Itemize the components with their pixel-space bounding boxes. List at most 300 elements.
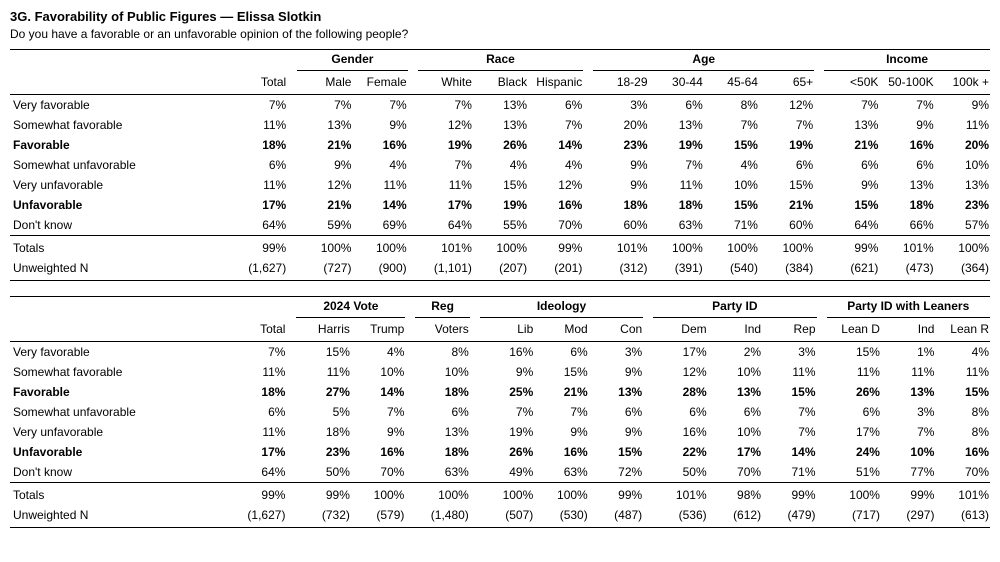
value-cell: 9% [570,425,588,439]
group-gap [817,342,827,363]
value-cell: 11% [911,365,935,379]
value-cell: 20% [623,118,648,132]
group-gap [643,297,653,318]
group-gap [287,95,297,116]
table-row [10,115,990,135]
value-cell: (297) [906,508,935,522]
group-gap [287,115,297,135]
value-cell: 22% [682,445,707,459]
column-header-row [10,71,990,95]
group-gap [814,115,824,135]
table-row [10,195,990,215]
value-cell: 101% [418,236,473,259]
group-gap [287,175,297,195]
column-header: Male [297,71,352,95]
value-cell: 6% [570,345,588,359]
value-cell: 100% [704,236,759,259]
group-gap [583,155,593,175]
value-cell: 17% [447,198,472,212]
value-cell: 19% [509,425,534,439]
value-cell: (1,627) [247,508,286,522]
group-gap [408,135,418,155]
value-cell: 3% [630,98,648,112]
value-cell: 11% [263,178,287,192]
value-cell: 3% [624,345,643,359]
group-header: Ideology [480,297,643,318]
value-cell: (579) [376,508,405,522]
value-cell: (1,480) [430,508,469,522]
group-gap [643,362,653,382]
group-gap [583,195,593,215]
value-cell: 15% [503,178,528,192]
column-header: Female [352,71,407,95]
row-label-spacer [10,297,232,318]
group-gap [814,71,824,95]
row-label: Don't know [13,218,72,232]
value-cell: 64% [447,218,472,232]
value-cell: 21% [327,198,352,212]
group-header: Age [593,50,814,71]
value-cell: 17% [262,198,287,212]
value-cell: 21% [789,198,814,212]
group-gap [405,362,415,382]
value-cell: 17% [855,425,880,439]
group-gap [814,175,824,195]
group-gap [408,115,418,135]
value-cell: 12% [682,365,707,379]
value-cell: 23% [623,138,648,152]
value-cell: 7% [795,118,814,132]
column-header: <50K [824,71,879,95]
group-gap [408,71,418,95]
table-row [10,402,990,422]
value-cell: (612) [733,508,762,522]
column-header: Lean R [935,318,990,342]
value-cell: 1% [917,345,935,359]
value-cell: 18% [678,198,703,212]
group-gap [470,318,480,342]
column-header: 30-44 [649,71,704,95]
value-cell: 17% [737,445,762,459]
value-cell: 16% [964,445,989,459]
value-cell: 8% [740,98,758,112]
column-header: White [418,71,473,95]
group-gap [405,422,415,442]
group-gap [817,505,827,528]
value-cell: 100% [415,483,469,506]
row-label: Unweighted N [13,261,89,275]
row-label: Unfavorable [13,445,83,459]
value-cell: 7% [685,158,703,172]
group-gap [405,402,415,422]
group-header-row [10,50,990,71]
value-cell: 9% [916,118,934,132]
column-header: Mod [534,318,588,342]
value-cell: 70% [380,465,405,479]
value-cell: 15% [789,178,814,192]
column-header: Total [232,71,287,95]
value-cell: 9% [515,365,534,379]
value-cell: 99% [296,483,350,506]
value-cell: 13% [503,118,528,132]
group-gap [583,115,593,135]
group-gap [408,258,418,281]
value-cell: 59% [327,218,352,232]
value-cell: 15% [854,198,879,212]
group-gap [643,382,653,402]
value-cell: 5% [332,405,350,419]
value-cell: 16% [682,425,707,439]
group-header: Gender [297,50,407,71]
column-header: 45-64 [704,71,759,95]
group-gap [643,342,653,363]
group-gap [470,382,480,402]
group-gap [583,258,593,281]
group-gap [583,50,593,71]
group-gap [470,362,480,382]
group-gap [643,442,653,462]
value-cell: 9% [334,158,352,172]
group-gap [405,382,415,402]
value-cell: (201) [554,261,583,275]
value-cell: (487) [614,508,643,522]
table-row [10,382,990,402]
group-gap [583,71,593,95]
page-subtitle: Do you have a favorable or an unfavorable opinion of the following people? [10,27,409,41]
value-cell: 64% [262,218,287,232]
group-gap [470,402,480,422]
value-cell: 19% [789,138,814,152]
value-cell: 7% [389,98,407,112]
value-cell: 11% [326,365,350,379]
value-cell: 7% [917,425,935,439]
value-cell: 15% [325,345,350,359]
group-gap [814,236,824,259]
value-cell: 27% [325,385,350,399]
value-cell: 98% [708,483,762,506]
value-cell: (1,627) [248,261,287,275]
row-label: Somewhat favorable [13,365,123,379]
row-label: Favorable [13,385,70,399]
group-gap [470,483,480,506]
value-cell: 9% [624,365,643,379]
group-gap [405,442,415,462]
value-cell: 10% [380,365,405,379]
value-cell: (1,101) [433,261,472,275]
row-label: Very unfavorable [13,178,104,192]
group-gap [814,50,824,71]
group-header: Party ID [653,297,816,318]
value-cell: 99% [881,483,935,506]
value-cell: 51% [855,465,880,479]
column-header: Total [232,318,286,342]
group-gap [643,422,653,442]
value-cell: 16% [380,445,405,459]
value-cell: 100% [935,236,990,259]
group-gap [405,342,415,363]
value-cell: 64% [261,465,286,479]
value-cell: 13% [618,385,643,399]
value-cell: 7% [454,98,472,112]
value-cell: 23% [964,198,989,212]
group-gap [287,195,297,215]
value-cell: 18% [623,198,648,212]
value-cell: 18% [325,425,350,439]
value-cell: (530) [559,508,588,522]
table-row [10,175,990,195]
value-cell: 8% [451,345,469,359]
value-cell: (900) [378,261,407,275]
value-cell: 101% [653,483,707,506]
group-gap [814,195,824,215]
value-cell: (540) [729,261,758,275]
value-cell: 13% [327,118,352,132]
value-cell: (727) [323,261,352,275]
value-cell: 13% [444,425,469,439]
group-gap [814,135,824,155]
value-cell: 8% [971,425,989,439]
group-gap [643,462,653,483]
value-cell: 99% [232,483,286,506]
value-cell: 100% [480,483,534,506]
group-gap [817,442,827,462]
value-cell: (479) [787,508,816,522]
value-cell: 11% [262,425,286,439]
value-cell: 18% [262,138,287,152]
value-cell: 15% [733,138,758,152]
group-gap [643,483,653,506]
value-cell: 7% [798,425,816,439]
group-gap [470,442,480,462]
group-gap [408,175,418,195]
value-cell: 50% [682,465,707,479]
value-cell: 100% [759,236,814,259]
value-cell: 13% [737,385,762,399]
value-cell: 10% [964,158,989,172]
value-cell: 100% [534,483,588,506]
value-cell: 21% [854,138,879,152]
group-gap [286,462,296,483]
column-header: Dem [653,318,707,342]
group-gap [817,462,827,483]
value-cell: 14% [558,138,583,152]
group-gap [286,318,296,342]
value-cell: (364) [960,261,989,275]
value-cell: 6% [743,405,762,419]
column-header: Black [473,71,528,95]
column-header: Lean D [827,318,881,342]
page-title: 3G. Favorability of Public Figures — Elissa Slotkin [10,9,322,24]
value-cell: 6% [795,158,814,172]
value-cell: 12% [789,98,814,112]
group-gap [814,215,824,236]
value-cell: 8% [971,405,989,419]
table-row [10,215,990,236]
crosstab-table-demographics [10,49,990,281]
value-cell: 11% [965,365,989,379]
value-cell: 100% [649,236,704,259]
group-gap [287,50,297,71]
group-empty [232,297,286,318]
group-gap [470,422,480,442]
value-cell: 63% [444,465,469,479]
value-cell: 4% [509,158,528,172]
table-row [10,483,990,506]
column-header: Voters [415,318,469,342]
value-cell: 57% [964,218,989,232]
row-label-spacer [10,50,232,71]
value-cell: 16% [563,445,588,459]
table-row [10,95,990,116]
table-row [10,236,990,259]
value-cell: 18% [909,198,934,212]
value-cell: 70% [737,465,762,479]
value-cell: 99% [824,236,879,259]
value-cell: (384) [785,261,814,275]
value-cell: 23% [325,445,350,459]
value-cell: 12% [327,178,352,192]
value-cell: 26% [503,138,528,152]
value-cell: 15% [618,445,643,459]
value-cell: 6% [268,158,287,172]
value-cell: 26% [509,445,534,459]
value-cell: 2% [743,345,762,359]
group-gap [583,215,593,236]
table-row [10,258,990,281]
group-gap [643,402,653,422]
column-header-row [10,318,990,342]
value-cell: 71% [791,465,816,479]
value-cell: 66% [909,218,934,232]
value-cell: 77% [910,465,935,479]
value-cell: 60% [623,218,648,232]
value-cell: 19% [447,138,472,152]
group-header: 2024 Vote [296,297,405,318]
value-cell: 4% [971,345,989,359]
group-gap [287,236,297,259]
group-gap [405,483,415,506]
group-gap [286,362,296,382]
value-cell: 16% [382,138,407,152]
value-cell: 13% [910,385,935,399]
value-cell: 13% [678,118,703,132]
value-cell: 24% [855,445,880,459]
value-cell: 10% [910,445,935,459]
group-gap [408,95,418,116]
row-label: Unfavorable [13,198,83,212]
group-gap [583,175,593,195]
column-header: Lib [480,318,534,342]
value-cell: 63% [678,218,703,232]
value-cell: 3% [917,405,935,419]
value-cell: 99% [762,483,816,506]
value-cell: (613) [960,508,989,522]
value-cell: 64% [854,218,879,232]
group-header-row [10,297,990,318]
value-cell: 6% [861,158,879,172]
group-gap [286,442,296,462]
group-gap [583,236,593,259]
value-cell: 7% [740,118,758,132]
table-row [10,362,990,382]
column-header: 18-29 [593,71,648,95]
value-cell: 25% [509,385,534,399]
value-cell: 9% [630,178,648,192]
group-gap [408,215,418,236]
value-cell: 15% [964,385,989,399]
group-gap [408,50,418,71]
table-row [10,155,990,175]
value-cell: 99% [589,483,643,506]
value-cell: 16% [509,345,534,359]
group-empty [232,50,287,71]
value-cell: 14% [791,445,816,459]
group-gap [287,258,297,281]
group-header: Race [418,50,584,71]
group-gap [287,155,297,175]
value-cell: 63% [563,465,588,479]
group-gap [817,422,827,442]
group-gap [405,462,415,483]
group-gap [286,422,296,442]
value-cell: 99% [232,236,287,259]
group-gap [405,297,415,318]
value-cell: 7% [268,98,287,112]
row-label-spacer [10,318,232,342]
value-cell: 9% [971,98,989,112]
value-cell: 12% [558,178,583,192]
group-gap [583,135,593,155]
group-gap [814,95,824,116]
value-cell: 100% [351,483,405,506]
value-cell: 7% [387,405,405,419]
value-cell: 4% [387,345,405,359]
value-cell: 7% [515,405,534,419]
group-gap [408,195,418,215]
value-cell: 70% [964,465,989,479]
group-gap [583,95,593,116]
row-label: Somewhat unfavorable [13,405,136,419]
group-gap [470,462,480,483]
group-gap [817,297,827,318]
column-header: Harris [296,318,350,342]
value-cell: 9% [630,158,648,172]
group-gap [408,155,418,175]
value-cell: (207) [499,261,528,275]
value-cell: 101% [593,236,648,259]
value-cell: 13% [503,98,528,112]
group-gap [470,505,480,528]
value-cell: 16% [909,138,934,152]
value-cell: 13% [964,178,989,192]
value-cell: 20% [964,138,989,152]
value-cell: 4% [740,158,758,172]
row-label: Unweighted N [13,508,89,522]
value-cell: 7% [268,345,286,359]
value-cell: 11% [792,365,816,379]
value-cell: 6% [268,405,286,419]
value-cell: 9% [389,118,407,132]
table-row [10,462,990,483]
value-cell: 7% [798,405,816,419]
value-cell: 70% [558,218,583,232]
group-gap [814,155,824,175]
row-label: Very favorable [13,98,90,112]
table-row [10,442,990,462]
value-cell: 72% [618,465,643,479]
value-cell: 7% [564,118,583,132]
group-gap [643,318,653,342]
